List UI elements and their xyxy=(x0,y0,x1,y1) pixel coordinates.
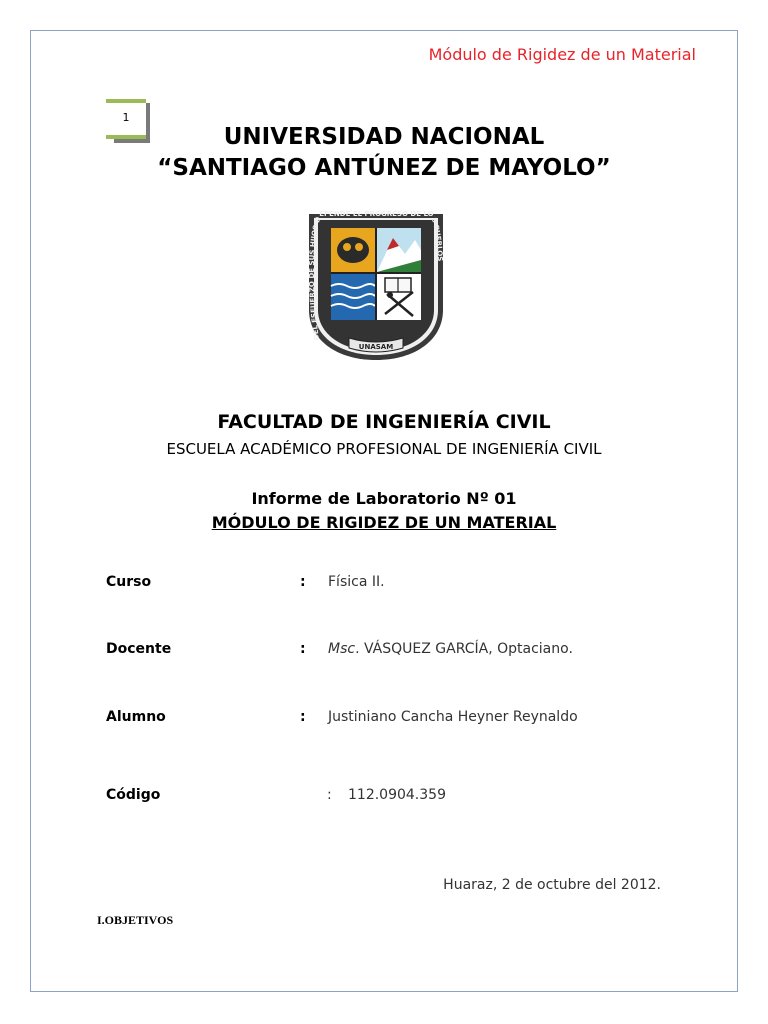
field-value-docente xyxy=(328,641,573,657)
field-colon-curso: : xyxy=(300,574,306,590)
field-value-docente-name: . VÁSQUEZ GARCÍA, Optaciano. xyxy=(355,641,573,657)
field-colon-alumno: : xyxy=(300,709,306,725)
report-title-block xyxy=(0,487,768,535)
school-name: ESCUELA ACADÉMICO PROFESIONAL DE INGENIERÍA CIVIL xyxy=(166,440,602,458)
university-name-line1: UNIVERSIDAD NACIONAL xyxy=(223,124,545,150)
report-title: Informe de Laboratorio Nº 01 xyxy=(251,489,517,508)
field-value-curso: Física II. xyxy=(328,574,385,590)
university-name-line2: “SANTIAGO ANTÚNEZ DE MAYOLO” xyxy=(157,155,611,181)
field-label-docente: Docente xyxy=(106,641,172,657)
field-label-alumno: Alumno xyxy=(106,709,166,725)
field-colon-codigo: : xyxy=(327,787,332,803)
page-number-top-bar xyxy=(106,99,146,103)
field-value-codigo: 112.0904.359 xyxy=(348,787,446,803)
page-number: 1 xyxy=(122,111,130,124)
emblem-motto: DEL ESFUERZO DE SUS HIJOS DEPENDE EL PROGRESO DE LOS PUEBLOS xyxy=(307,210,444,341)
field-label-curso: Curso xyxy=(106,574,152,590)
field-label-codigo: Código xyxy=(106,787,161,803)
report-subject: MÓDULO DE RIGIDEZ DE UN MATERIAL xyxy=(211,513,557,532)
field-value-alumno: Justiniano Cancha Heyner Reynaldo xyxy=(328,709,578,725)
university-name xyxy=(0,122,768,184)
field-value-docente-title: Msc xyxy=(328,641,356,657)
running-header-title: Módulo de Rigidez de un Material xyxy=(428,45,696,64)
field-colon-docente: : xyxy=(300,641,306,657)
university-emblem xyxy=(305,210,447,362)
faculty-name: FACULTAD DE INGENIERÍA CIVIL xyxy=(217,411,551,433)
section-heading-objetivos: I.OBJETIVOS xyxy=(97,913,174,927)
date-line: Huaraz, 2 de octubre del 2012. xyxy=(443,877,661,893)
emblem-acronym: UNASAM xyxy=(358,343,394,351)
